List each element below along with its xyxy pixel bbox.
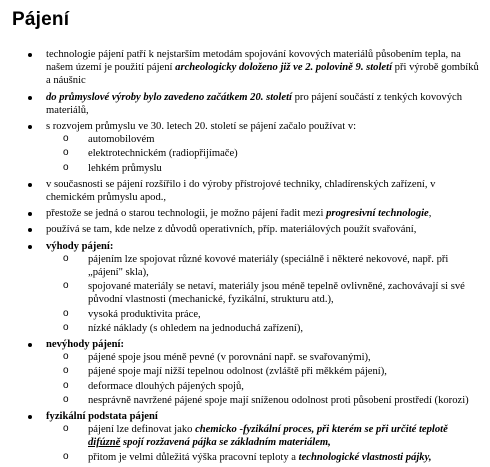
list-item [20, 338, 482, 407]
sub-list [46, 133, 482, 175]
sub-list-item [46, 451, 482, 464]
text: , [428, 208, 432, 220]
list-item [20, 207, 482, 220]
list-item [20, 48, 482, 88]
sub-list-item: o pájením lze spojovat různé kovové materiály (speciálně i některé nekovové, např. při „pájení" skla), [46, 253, 482, 279]
text: přestože se jedná o starou technologii, je možno pájení řadit mezi [46, 208, 327, 220]
emphasis: chemicko -fyzikální proces, při kterém se při určité teplotě [195, 424, 448, 436]
emphasis: do průmyslové výroby bylo zavedeno začátkem 20. století [46, 91, 292, 103]
list-item [20, 223, 482, 236]
section-label: fyzikální podstata pájení [46, 411, 158, 423]
page-title: Pájení [12, 9, 70, 30]
list-item [20, 240, 482, 335]
sub-list-item [46, 423, 482, 449]
section-label: výhody pájení: [46, 240, 114, 252]
emphasis: spojí rozžavená pájka se základním materiálem, [120, 437, 331, 449]
emphasis-underlined: difúzně [88, 437, 121, 449]
bullet-list [20, 48, 482, 464]
sub-list-item: o spojované materiály se netaví, materiály jsou méně tepelně ovlivněné, zachovávají si své původní vlastnosti (mechanické, fyzikální, strukturu atd.), [46, 280, 482, 306]
sub-list-item: o automobilovém [46, 133, 482, 146]
sub-list-item: o deformace dlouhých pájených spojů, [46, 380, 482, 393]
list-item [20, 91, 482, 117]
emphasis: archeologicky doloženo již ve 2. polovině 9. století [175, 62, 393, 74]
sub-list-item: o nízké náklady (s ohledem na jednoduchá zařízení), [46, 322, 482, 335]
sub-list [46, 423, 482, 464]
sub-list-item: o pájené spoje mají nižší tepelnou odolnost (zvláště při měkkém pájení), [46, 365, 482, 378]
sub-list-item: o lehkém průmyslu [46, 162, 482, 175]
text: přitom je velmi důležitá výška pracovní teploty a [88, 451, 299, 463]
sub-list-item: o elektrotechnickém (radiopřijímače) [46, 147, 482, 160]
list-item [20, 120, 482, 175]
text: pájení lze definovat jako [88, 424, 196, 436]
emphasis: technologické vlastnosti pájky, [298, 451, 432, 463]
sub-list-item: o nesprávně navržené pájené spoje mají sníženou odolnost proti působení prostředí (korozi) [46, 394, 482, 407]
text: technologie pájení patří k nejstarším metodám spojování kovových materiálů působením tepla, na našem území je použití pájení [46, 49, 461, 74]
emphasis: progresivní technologie [326, 208, 429, 220]
text: při výrobě gombíků a náušnic [46, 62, 479, 87]
sub-list [46, 351, 482, 407]
sub-list-item: o vysoká produktivita práce, [46, 308, 482, 321]
list-item [20, 178, 482, 204]
section-label: nevýhody pájení: [46, 339, 124, 351]
sub-list-item: o pájené spoje jsou méně pevné (v porovnání např. se svařovanými), [46, 351, 482, 364]
text: používá se tam, kde nelze z důvodů operativních, příp. materiálových použít svařování, [46, 224, 417, 236]
list-item [20, 410, 482, 464]
sub-list [46, 253, 482, 335]
text: s rozvojem průmyslu ve 30. letech 20. století se pájení začalo používat v: [46, 121, 357, 133]
content [20, 48, 482, 467]
text: pro pájení součástí z tenkých kovových materiálů, [46, 91, 463, 116]
text: v současnosti se pájení rozšířilo i do výroby přístrojové techniky, chladírenských zařízení, v chemickém průmyslu apod., [46, 178, 436, 204]
